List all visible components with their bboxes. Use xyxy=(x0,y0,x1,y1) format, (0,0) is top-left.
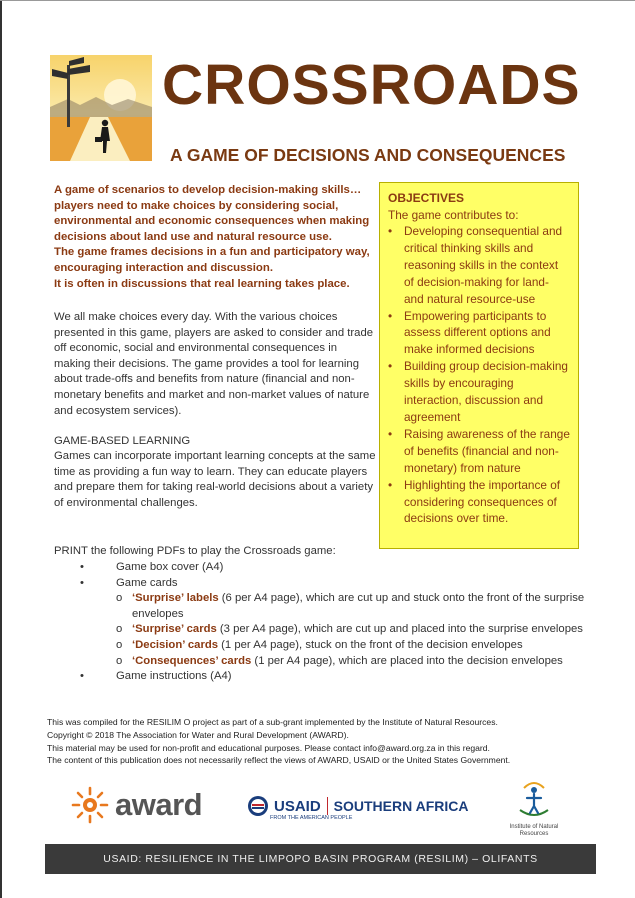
print-item-label: Game cards xyxy=(116,576,178,589)
usaid-separator xyxy=(327,797,328,815)
intro-line: encouraging interaction and discussion. xyxy=(54,261,273,274)
usaid-wordmark: USAID xyxy=(274,797,321,815)
choices-text: We all make choices every day. With the various choices presented in this game, players are asked to consider and trade off economic, social and environmental consequences in making their decisions. The game provides a tool for learning about trade-offs and benefits from nature (financial and non-monetary benefits and market and non-market values of nature and ecosystem services). xyxy=(54,311,374,417)
card-desc: (6 per A4 page), which are cut up and stuck onto the front of the surprise envelopes xyxy=(132,592,585,620)
usaid-region: SOUTHERN AFRICA xyxy=(333,798,469,814)
award-sun-icon xyxy=(70,785,110,825)
objectives-title: OBJECTIVES xyxy=(388,191,465,205)
objective-text: Building group decision-making skills by encouraging interaction, discussion and agreement xyxy=(404,359,568,424)
game-based-learning-heading xyxy=(54,434,376,450)
objective-item xyxy=(388,477,570,528)
circle-bullet-icon: o xyxy=(116,654,123,667)
card-item xyxy=(116,591,590,622)
intro-line: decisions about land use and natural resource use. xyxy=(54,230,332,243)
objective-text: Raising awareness of the range of benefits (financial and non-monetary) from nature xyxy=(404,426,570,475)
card-name: ‘Surprise’ labels xyxy=(132,592,219,605)
inr-name: Institute of Natural Resources xyxy=(509,824,559,837)
objective-text: Empowering participants to assess different options and make informed decisions xyxy=(404,308,551,357)
footer-line: This was compiled for the RESILIM O project as part of a sub-grant implemented by the Institute of Natural Resources. xyxy=(47,717,498,727)
bullet-icon: • xyxy=(388,308,393,323)
award-wordmark: award xyxy=(115,787,203,822)
card-desc: (1 per A4 page), stuck on the front of the decision envelopes xyxy=(218,638,523,651)
print-item-label: Game box cover (A4) xyxy=(116,561,224,573)
objective-item xyxy=(388,308,570,359)
intro-line: It is often in discussions that real learning takes place. xyxy=(54,277,350,290)
intro-line: players need to make choices by considering social, xyxy=(54,199,339,212)
game-cards-sublist xyxy=(116,591,590,669)
footer-notes xyxy=(47,716,607,767)
intro-line: A game of scenarios to develop decision-making skills… xyxy=(54,184,362,196)
print-item xyxy=(70,576,590,670)
bullet-icon: • xyxy=(388,477,393,492)
objective-text: Developing consequential and critical thinking skills and reasoning skills in the context of decision-making for land- and natural resource-use xyxy=(404,224,563,306)
circle-bullet-icon: o xyxy=(116,623,123,636)
intro-paragraph xyxy=(54,183,376,292)
crossroads-signpost-icon xyxy=(50,55,152,161)
bullet-icon: • xyxy=(80,561,84,573)
circle-bullet-icon: o xyxy=(116,638,123,651)
card-name: ‘Decision’ cards xyxy=(132,638,219,651)
gbl-text: Games can incorporate important learning concepts at the same time as providing a fun way to learn. They can educate players and prepare them for taking real-world decisions about a variety of environmental challenges. xyxy=(54,450,376,509)
award-logo xyxy=(70,785,202,825)
page-subtitle: A GAME OF DECISIONS AND CONSEQUENCES xyxy=(170,145,566,165)
footer-line: This material may be used for non-profit and educational purposes. Please contact info@award.org.za in this regard. xyxy=(47,742,490,753)
usaid-logo xyxy=(247,795,468,817)
circle-bullet-icon: o xyxy=(116,592,123,605)
intro-line: environmental and economic consequences when making xyxy=(54,215,370,228)
objective-item xyxy=(388,358,570,426)
print-item xyxy=(70,669,590,685)
print-item-label: Game instructions (A4) xyxy=(116,670,232,683)
inr-logo xyxy=(507,780,561,838)
objectives-intro: The game contributes to: xyxy=(388,208,519,222)
print-instructions xyxy=(54,544,494,560)
objectives-list xyxy=(388,223,570,527)
usaid-seal-icon xyxy=(247,795,269,817)
objective-item xyxy=(388,426,570,477)
objective-text: Highlighting the importance of considering consequences of decisions over time. xyxy=(404,477,561,526)
card-name: ‘Consequences’ cards xyxy=(132,654,252,667)
game-based-learning-paragraph xyxy=(54,449,376,511)
card-desc: (1 per A4 page), which are placed into the decision envelopes xyxy=(251,654,563,667)
intro-line: The game frames decisions in a fun and participatory way, xyxy=(54,246,370,259)
page-top-border xyxy=(0,0,635,1)
objectives-box xyxy=(379,182,579,549)
bullet-icon: • xyxy=(80,670,84,683)
objective-item xyxy=(388,223,570,308)
print-list xyxy=(70,560,590,685)
footer-line: Copyright © 2018 The Association for Water and Rural Development (AWARD). xyxy=(47,729,349,740)
page-left-border xyxy=(0,0,2,898)
program-banner-text: USAID: RESILIENCE IN THE LIMPOPO BASIN PROGRAM (RESILIM) – OLIFANTS xyxy=(103,853,538,865)
print-item xyxy=(70,560,590,576)
page-title: CROSSROADS xyxy=(162,53,581,117)
bullet-icon: • xyxy=(388,224,393,238)
choices-paragraph xyxy=(54,310,376,419)
usaid-tagline: FROM THE AMERICAN PEOPLE xyxy=(270,815,353,821)
bullet-icon: • xyxy=(80,576,84,589)
bullet-icon: • xyxy=(388,426,393,441)
card-item xyxy=(116,622,590,638)
card-item xyxy=(116,654,590,670)
footer-line: The content of this publication does not necessarily reflect the views of AWARD, USAID or the United States Government. xyxy=(47,755,511,766)
card-desc: (3 per A4 page), which are cut up and placed into the surprise envelopes xyxy=(216,623,583,636)
card-name: ‘Surprise’ cards xyxy=(132,623,217,636)
card-item xyxy=(116,638,590,654)
bullet-icon: • xyxy=(388,359,393,374)
inr-figure-icon xyxy=(514,780,554,818)
gbl-heading-text: GAME-BASED LEARNING xyxy=(54,435,191,447)
program-banner xyxy=(45,844,596,874)
print-instructions-text: PRINT the following PDFs to play the Crossroads game: xyxy=(54,545,336,557)
